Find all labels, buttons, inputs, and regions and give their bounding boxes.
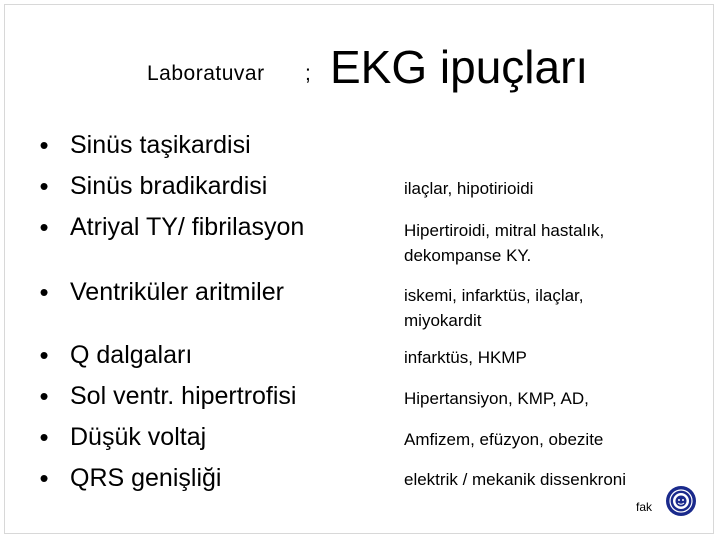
university-seal-icon [664, 484, 698, 518]
note-text: dekompanse KY. [404, 246, 532, 265]
list-item [18, 463, 221, 493]
note-text: Hipertansiyon, KMP, AD, [404, 389, 589, 408]
note-text: Hipertiroidi, mitral hastalık, [404, 221, 605, 240]
list-item [18, 340, 192, 370]
page-title: EKG ipuçları [330, 41, 589, 93]
list-item [18, 130, 251, 160]
note-text: elektrik / mekanik dissenkroni [404, 470, 627, 489]
note-text: iskemi, infarktüs, ilaçlar, [404, 286, 584, 305]
list-item [18, 212, 304, 242]
list-item-label: QRS genişliği [70, 464, 222, 492]
bullet-icon: • [39, 171, 49, 201]
bullet-icon: • [39, 463, 49, 493]
list-item [18, 277, 284, 307]
list-item-label: Sinüs taşikardisi [70, 131, 251, 159]
list-item-label: Sinüs bradikardisi [70, 172, 268, 200]
note-text: miyokardit [404, 311, 482, 330]
note-text: infarktüs, HKMP [404, 348, 527, 367]
note-text: ilaçlar, hipotirioidi [404, 179, 534, 198]
logo-label: fak [636, 500, 653, 514]
bullet-icon: • [39, 381, 49, 411]
list-item-label: Ventriküler aritmiler [70, 278, 284, 306]
logo [636, 484, 698, 518]
title-prefix: Laboratuvar [147, 62, 265, 85]
list-item [18, 171, 267, 201]
bullet-icon: • [39, 277, 49, 307]
bullet-icon: • [39, 340, 49, 370]
note-text: Amfizem, efüzyon, obezite [404, 430, 604, 449]
list-item-label: Sol ventr. hipertrofisi [70, 382, 297, 410]
bullet-icon: • [39, 130, 49, 160]
list-item [18, 381, 297, 411]
list-item-label: Atriyal TY/ fibrilasyon [70, 213, 305, 241]
list-item [18, 422, 206, 452]
title-separator: ; [305, 62, 311, 85]
list-item-label: Düşük voltaj [70, 423, 207, 451]
list-item-label: Q dalgaları [70, 341, 193, 369]
bullet-icon: • [39, 212, 49, 242]
bullet-icon: • [39, 422, 49, 452]
